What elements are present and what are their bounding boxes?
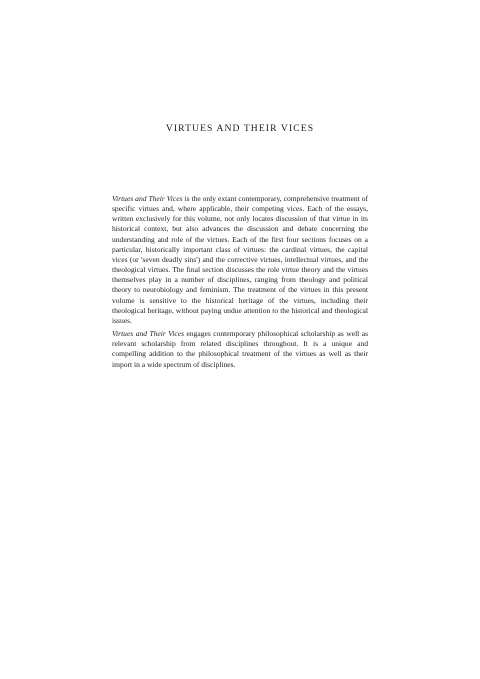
book-description [112,194,368,370]
book-title-italic: Virtues and Their Vices [112,329,185,339]
paragraph-text: engages contemporary philosophical scholarship as well as relevant scholarship from related disciplines throughout. It is a unique and compelling addition to the philosophical treatment of the virtues as well as their import in a wide spectrum of disciplines. [112,329,369,369]
description-paragraph-1 [112,194,368,326]
description-paragraph-2 [112,329,368,370]
book-title-italic: Virtues and Their Vices [112,194,183,203]
page-title: VIRTUES AND THEIR VICES [165,123,315,134]
paragraph-text: is the only extant contemporary, comprehensive treatment of specific virtues and, where applicable, their competing vices. Each of the essays, written exclusively for this volume, not only locates discussion of that virtue in its historical context, but also advances the discussion and debate concerning the understanding and role of the virtues. Each of the first four sections focuses on a particular, historically important class of virtues: the cardinal virtues, the capital vices (or 'seven deadly sins') and the corrective virtues, intellectual virtues, and the theological virtues. The final section discusses the role virtue theory and the virtues themselves play in a number of disciplines, ranging from theology and political theory to neurobiology and feminism. The treatment of the virtues in this present volume is sensitive to the historical heritage of the virtues, including their theological heritage, without paying undue attention to the historical and theological issues. [112,194,369,325]
